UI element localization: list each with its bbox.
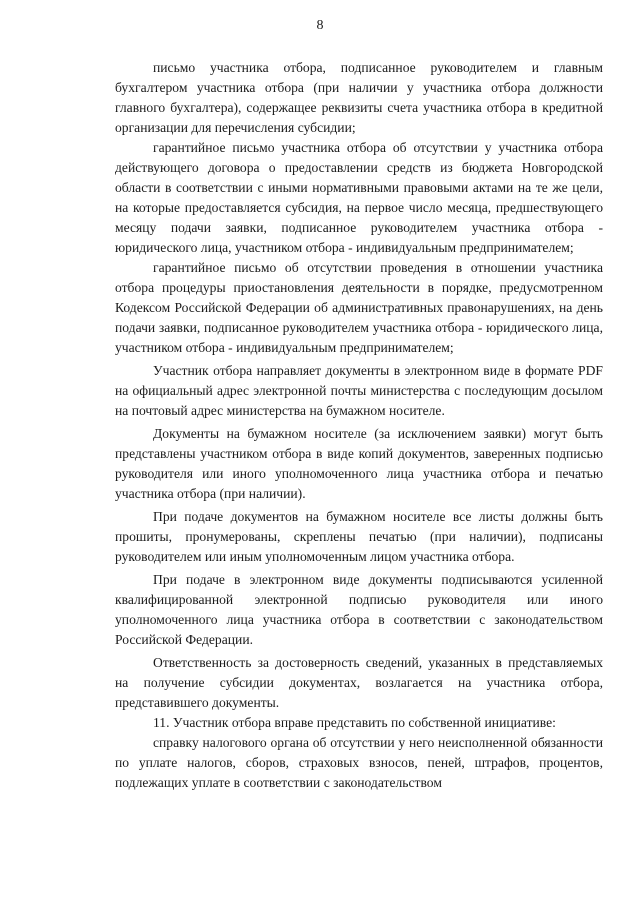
paragraph: справку налогового органа об отсутствии у него неисполненной обязанности по уплате налогов, сборов, страховых взносов, пеней, штрафов, процентов, подлежащих уплате в соответствии с законодательством [115, 735, 603, 790]
paragraph: 11. Участник отбора вправе представить по собственной инициативе: [153, 715, 556, 730]
paragraph: Участник отбора направляет документы в электронном виде в формате PDF на официальный адрес электронной почты министерства с последующим досылом на почтовый адрес министерства на бумажном носителе. [115, 363, 603, 418]
paragraph: гарантийное письмо участника отбора об отсутствии у участника отбора действующего договора о предоставлении средств из бюджета Новгородской области в соответствии с иными нормативными правовыми актами на те же цели, на которые предоставляется субсидия, на первое число месяца, предшествующего месяцу подачи заявки, подписанное руководителем участника отбора - юридического лица, участником отбора - индивидуальным предпринимателем; [115, 140, 603, 255]
paragraph: Документы на бумажном носителе (за исключением заявки) могут быть представлены участником отбора в виде копий документов, заверенных подписью руководителя или иного уполномоченного лица участника отбора и печатью участника отбора (при наличии). [115, 426, 603, 501]
page-number: 8 [316, 18, 324, 33]
paragraph: гарантийное письмо об отсутствии проведения в отношении участника отбора процедуры приостановления деятельности в порядке, предусмотренном Кодексом Российской Федерации об административных правонарушениях, на день подачи заявки, подписанное руководителем участника отбора - юридического лица, участником отбора - индивидуальным предпринимателем; [115, 260, 603, 355]
paragraph: При подаче в электронном виде документы подписываются усиленной квалифицированной электронной подписью руководителя или иного уполномоченного лица участника отбора в соответствии с законодательством Российской Федерации. [115, 572, 603, 647]
paragraph: письмо участника отбора, подписанное руководителем и главным бухгалтером участника отбора (при наличии у участника отбора должности главного бухгалтера), содержащее реквизиты счета участника отбора в кредитной организации для перечисления субсидии; [115, 60, 603, 135]
paragraph: При подаче документов на бумажном носителе все листы должны быть прошиты, пронумерованы, скреплены печатью (при наличии), подписаны руководителем или иным уполномоченным лицом участника отбора. [115, 509, 603, 564]
paragraph: Ответственность за достоверность сведений, указанных в представляемых на получение субсидии документах, возлагается на участника отбора, представившего документы. [115, 655, 603, 710]
document-body [115, 58, 603, 793]
